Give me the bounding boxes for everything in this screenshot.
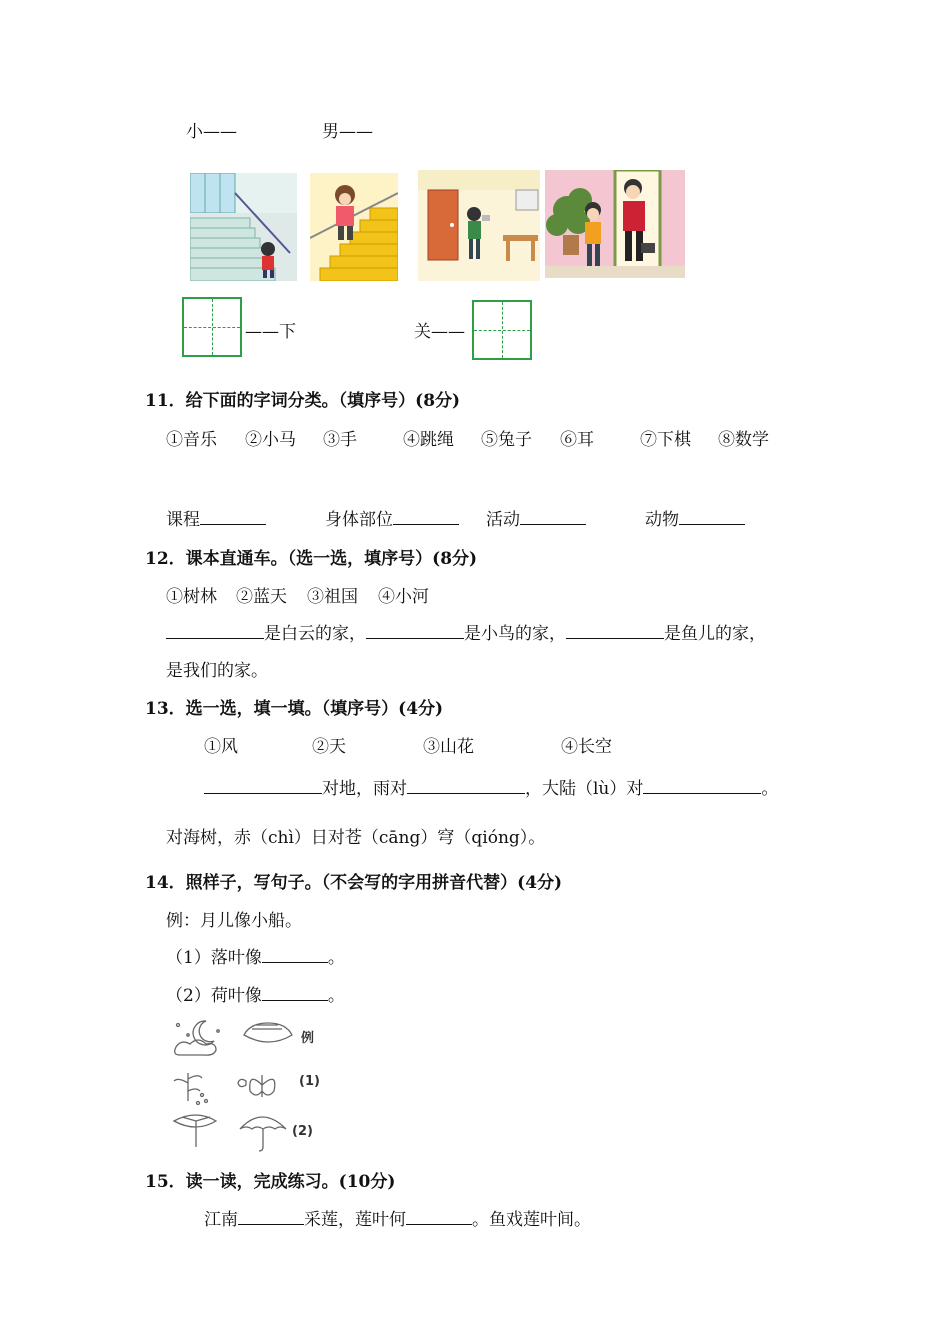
q11-answer-blank[interactable] — [200, 509, 266, 525]
q15-title: 15．读一读，完成练习。(10分) — [145, 1172, 396, 1192]
q11-answer-blank[interactable] — [393, 509, 459, 525]
q11-category-label: 动物 — [645, 510, 679, 530]
q12-text: 是小鸟的家， — [464, 624, 566, 644]
q13-title: 13．选一选，填一填。（填序号）(4分) — [145, 699, 444, 719]
q13-answer-blank[interactable] — [407, 778, 525, 794]
q14-image-label: (2) — [292, 1124, 313, 1139]
q11-option: ①音乐 — [166, 430, 217, 450]
q11-option: ⑦下棋 — [640, 430, 691, 450]
q11-option: ④跳绳 — [403, 430, 454, 450]
q15-poem-line — [204, 1205, 591, 1230]
q12-sentence-line1 — [166, 619, 766, 644]
q12-answer-blank[interactable] — [166, 623, 264, 639]
q12-option: ④小河 — [378, 587, 429, 607]
q11-category-label: 身体部位 — [325, 510, 393, 530]
writing-box-right[interactable] — [472, 300, 532, 360]
q11-option: ②小马 — [245, 430, 296, 450]
q14-item-2 — [166, 981, 345, 1006]
q11-category-activity — [486, 505, 586, 530]
top-pair-nan: 男—— — [322, 122, 373, 142]
q14-item-1 — [166, 943, 345, 968]
lotus-leaf-icon — [174, 1115, 216, 1147]
box-prefix-guan: 关—— — [414, 322, 465, 342]
q15-text: 采莲，莲叶何 — [304, 1210, 406, 1230]
q13-text: 。 — [761, 779, 779, 799]
q11-option: ③手 — [323, 430, 357, 450]
q12-option: ②蓝天 — [236, 587, 287, 607]
q14-title: 14．照样子，写句子。（不会写的字用拼音代替）(4分) — [145, 873, 563, 893]
q11-title: 11．给下面的字词分类。（填序号）(8分) — [145, 391, 461, 411]
q14-line-drawings — [166, 1013, 336, 1153]
q11-category-label: 活动 — [486, 510, 520, 530]
q15-answer-blank[interactable] — [238, 1209, 304, 1225]
q13-sentence-line1 — [204, 774, 778, 799]
q11-option: ⑤兔子 — [481, 430, 532, 450]
greeting-at-door-picture — [545, 170, 685, 278]
q14-end: 。 — [327, 986, 345, 1006]
q14-answer-blank[interactable] — [262, 947, 328, 963]
q11-option: ⑧数学 — [718, 430, 769, 450]
q13-answer-blank[interactable] — [204, 778, 322, 794]
stairs-up-picture — [190, 173, 297, 281]
q11-category-label: 课程 — [166, 510, 200, 530]
q11-option: ⑥耳 — [560, 430, 594, 450]
q14-answer-blank[interactable] — [262, 985, 328, 1001]
open-door-room-picture — [418, 170, 540, 281]
writing-box-left[interactable] — [182, 297, 242, 357]
q14-item-label: （2）荷叶像 — [166, 986, 262, 1006]
q13-sentence-line2: 对海树，赤（chì）日对苍（cāng）穹（qióng）。 — [166, 828, 546, 848]
q15-text: 。鱼戏莲叶间。 — [472, 1210, 591, 1230]
stairs-down-picture — [310, 173, 398, 281]
q12-title: 12．课本直通车。（选一选，填序号）(8分) — [145, 549, 478, 569]
q13-text: ，大陆（lù）对 — [525, 779, 644, 799]
q12-text: 是白云的家， — [264, 624, 366, 644]
q12-option: ③祖国 — [307, 587, 358, 607]
q13-text: 对地，雨对 — [322, 779, 407, 799]
q11-category-animal — [645, 505, 745, 530]
box-suffix-xia: ——下 — [245, 322, 296, 342]
q13-answer-blank[interactable] — [643, 778, 761, 794]
q11-category-body-part — [325, 505, 459, 530]
q15-answer-blank[interactable] — [406, 1209, 472, 1225]
q12-sentence-line2: 是我们的家。 — [166, 661, 268, 681]
q11-answer-blank[interactable] — [679, 509, 745, 525]
q14-example: 例：月儿像小船。 — [166, 911, 302, 931]
tree-icon — [174, 1073, 202, 1101]
top-pair-xiao: 小—— — [186, 122, 237, 142]
q13-option: ④长空 — [561, 737, 612, 757]
q13-option: ②天 — [312, 737, 346, 757]
q13-option: ③山花 — [423, 737, 474, 757]
q12-text: 是鱼儿的家， — [664, 624, 766, 644]
q11-answer-blank[interactable] — [520, 509, 586, 525]
q14-image-label: (1) — [299, 1074, 320, 1089]
q14-end: 。 — [327, 948, 345, 968]
q13-option: ①风 — [204, 737, 238, 757]
q12-answer-blank[interactable] — [566, 623, 664, 639]
q12-option: ①树林 — [166, 587, 217, 607]
boat-icon — [244, 1023, 292, 1042]
umbrella-icon — [240, 1117, 286, 1151]
q15-text: 江南 — [204, 1210, 238, 1230]
butterfly-icon — [250, 1075, 275, 1097]
q14-item-label: （1）落叶像 — [166, 948, 262, 968]
q11-category-course — [166, 505, 266, 530]
q12-answer-blank[interactable] — [366, 623, 464, 639]
q14-image-label: 例 — [301, 1031, 315, 1046]
